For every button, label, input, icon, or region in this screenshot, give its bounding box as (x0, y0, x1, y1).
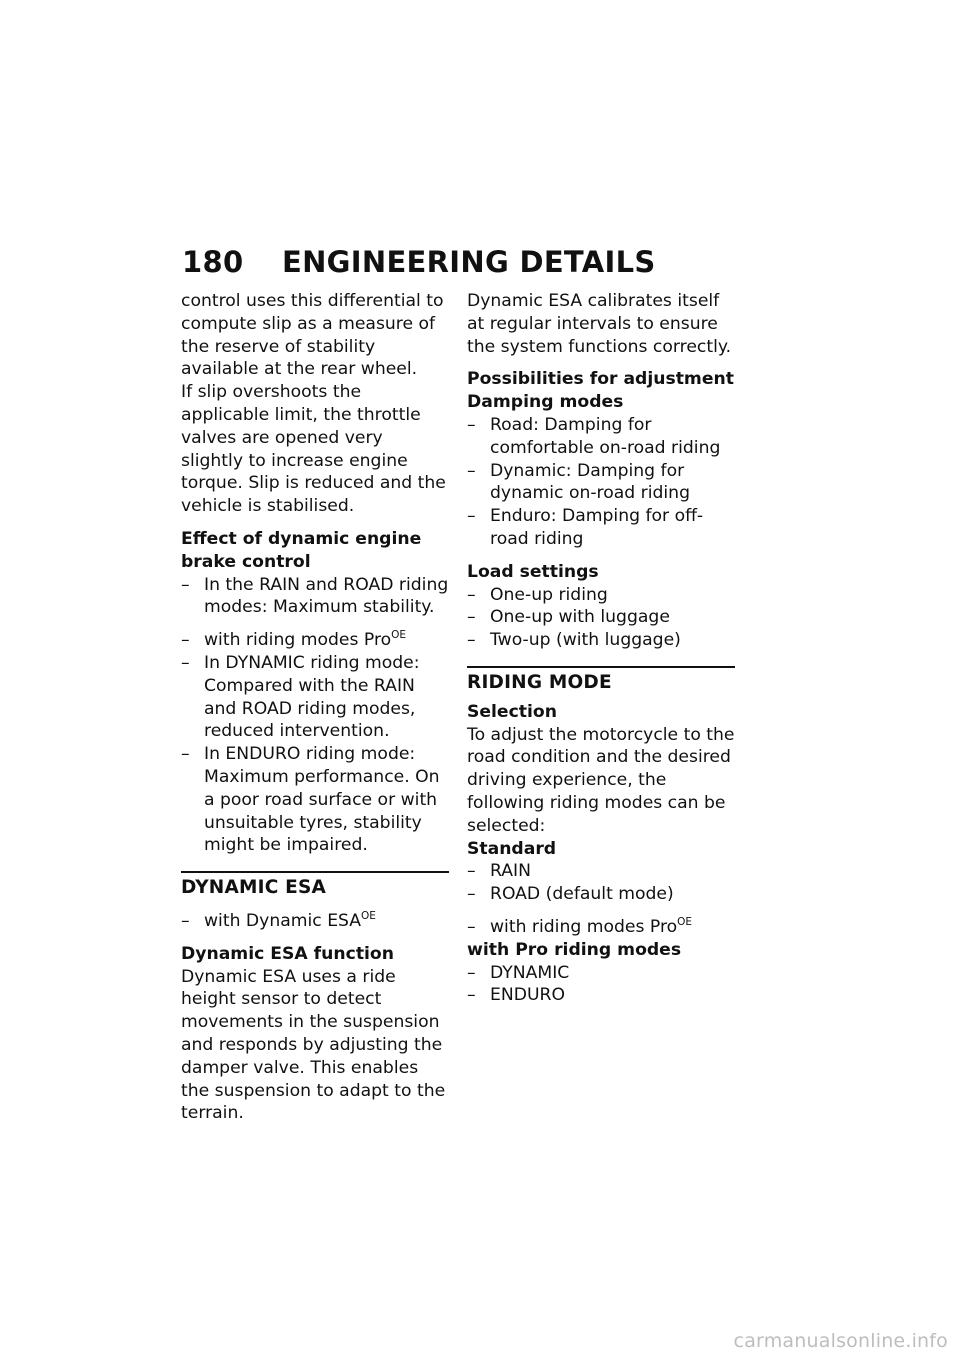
list-item: – In ENDURO riding mode: Maximum performance. On a poor road surface or with unsuitable tyres, stability might be impaired. (181, 743, 449, 857)
list-item: – ENDURO (467, 984, 735, 1007)
list-item: – Enduro: Damping for off-road riding (467, 505, 735, 551)
damping-heading: Damping modes (467, 392, 624, 413)
esa-function-heading: Dynamic ESA function (181, 943, 394, 964)
load-heading: Load settings (467, 561, 599, 582)
list-item: – Road: Damping for comfortable on-road riding (467, 414, 735, 460)
brake-control-heading: Effect of dynamic engine brake control (181, 528, 422, 572)
page-header (182, 242, 656, 282)
oe-superscript: OE (677, 915, 693, 928)
pro-modes-heading: with Pro riding modes (467, 939, 682, 960)
right-column (467, 290, 735, 1007)
section-divider (467, 666, 735, 668)
intro-paragraph: control uses this differential to compute slip as a measure of the reserve of stability available at the rear wheel. (181, 291, 444, 380)
option-note (181, 629, 449, 652)
dash-marker: – (181, 630, 190, 651)
selection-heading: Selection (467, 701, 557, 722)
damping-list (467, 414, 735, 551)
list-item: – ROAD (default mode) (467, 883, 735, 906)
calibration-paragraph: Dynamic ESA calibrates itself at regular intervals to ensure the system functions correctly. (467, 291, 732, 357)
page-number: 180 (182, 245, 244, 279)
oe-superscript: OE (391, 629, 407, 642)
list-item: – In the RAIN and ROAD riding modes: Maximum stability. (181, 574, 449, 620)
esa-function-paragraph: Dynamic ESA uses a ride height sensor to detect movements in the suspension and responds by adjusting the damper valve. This enables the suspension to adapt to the terrain. (181, 966, 446, 1124)
option-text: with riding modes Pro (490, 916, 678, 937)
slip-paragraph: If slip overshoots the applicable limit, the throttle valves are opened very slightly to increase engine torque. Slip is reduced and the vehicle is stabilised. (181, 382, 446, 517)
list-item: – In DYNAMIC riding mode: Compared with the RAIN and ROAD riding modes, reduced intervention. (181, 652, 449, 743)
oe-superscript: OE (361, 909, 376, 922)
standard-modes-list (467, 860, 735, 906)
list-item: – One-up riding (467, 584, 735, 607)
section-title-dynamic-esa: DYNAMIC ESA (181, 877, 326, 899)
brake-control-pro-list (181, 652, 449, 857)
list-item: – Two-up (with luggage) (467, 629, 735, 652)
section-divider (181, 871, 449, 873)
section-title-riding-mode: RIDING MODE (467, 671, 612, 693)
chapter-title: ENGINEERING DETAILS (282, 245, 656, 279)
list-item: – One-up with luggage (467, 606, 735, 629)
dash-marker: – (467, 916, 476, 937)
pro-modes-list (467, 962, 735, 1008)
adjustment-heading: Possibilities for adjustment (467, 369, 734, 390)
list-item: – Dynamic: Damping for dynamic on-road riding (467, 460, 735, 506)
left-column (181, 290, 449, 1125)
option-text: with Dynamic ESA (204, 910, 362, 931)
watermark: carmanualsonline.info (733, 1330, 948, 1352)
standard-heading: Standard (467, 838, 557, 859)
list-item: – DYNAMIC (467, 962, 735, 985)
list-item: – RAIN (467, 860, 735, 883)
dash-marker: – (181, 910, 190, 931)
selection-paragraph: To adjust the motorcycle to the road condition and the desired driving experience, the following riding modes can be selected: (467, 724, 735, 836)
option-note (181, 910, 449, 933)
option-note (467, 916, 735, 939)
brake-control-list (181, 574, 449, 620)
option-text: with riding modes Pro (204, 630, 392, 651)
load-list (467, 584, 735, 652)
